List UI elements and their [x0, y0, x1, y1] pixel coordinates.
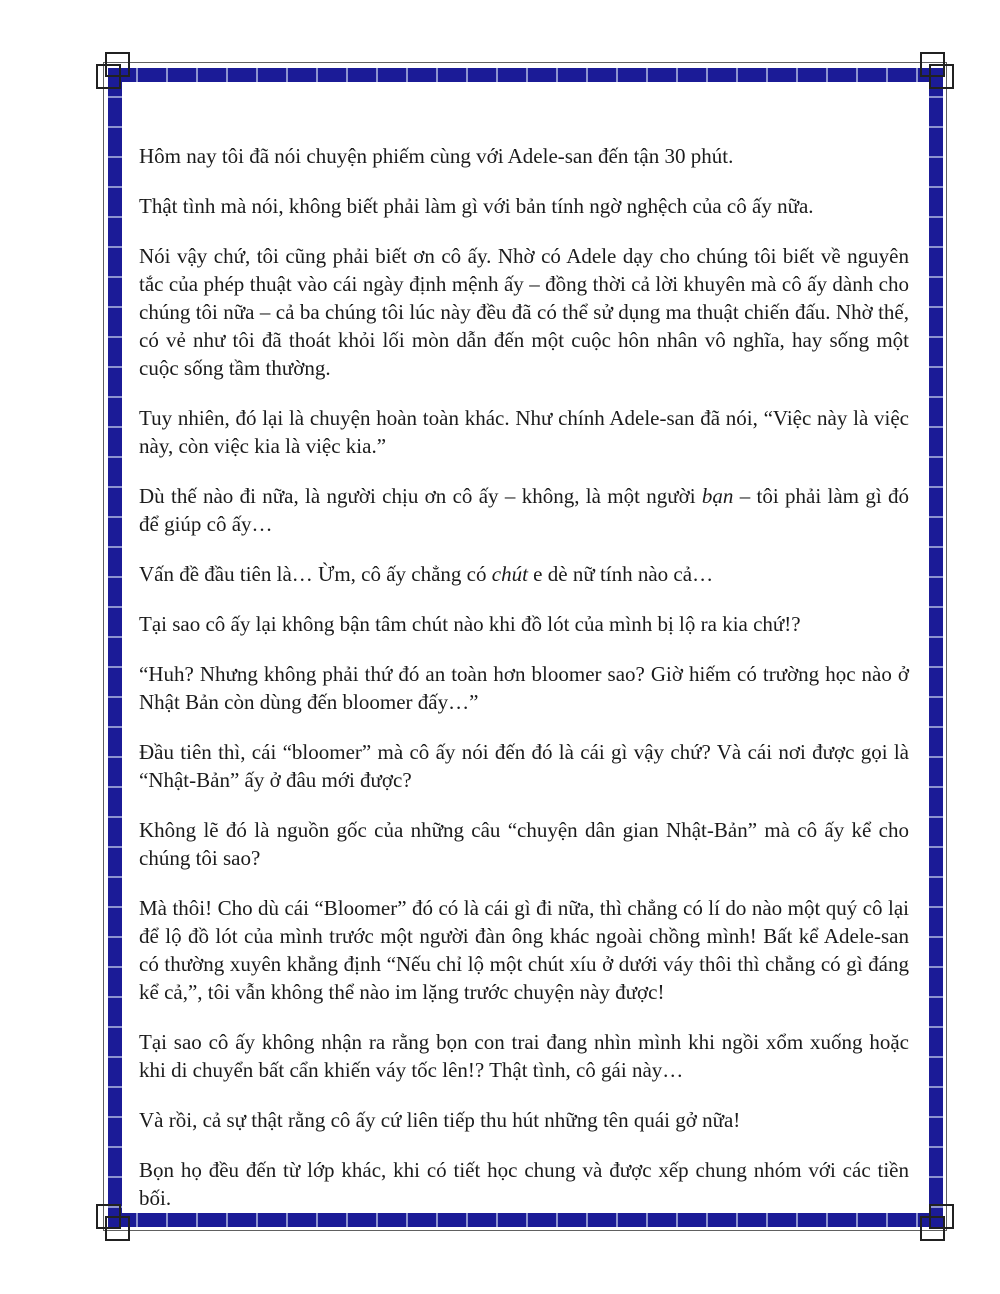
text-run: Đầu tiên thì, cái “bloomer” mà cô ấy nói đến đó là cái gì vậy chứ? Và cái nơi được gọi là “Nhật-Bản” ấy ở đâu mới được?	[139, 740, 909, 792]
text-run: Tại sao cô ấy lại không bận tâm chút nào khi đồ lót của mình bị lộ ra kia chứ!?	[139, 612, 801, 636]
text-run: Vấn đề đầu tiên là… Ừm, cô ấy chẳng có	[139, 562, 492, 586]
paragraph-7	[139, 610, 909, 638]
text-run: Nói vậy chứ, tôi cũng phải biết ơn cô ấy. Nhờ có Adele dạy cho chúng tôi biết về nguyên tắc của phép thuật vào cái ngày định mệnh ấy – đồng thời cả lời khuyên mà cô ấy dành cho chúng tôi nữa – cả ba chúng tôi lúc này đều đã có thể sử dụng ma thuật chiến đấu. Nhờ thế, có vẻ như tôi đã thoát khỏi lối mòn dẫn đến một cuộc hôn nhân vô nghĩa, hay sống một cuộc sống tầm thường.	[139, 244, 909, 380]
paragraph-11	[139, 894, 909, 1006]
corner-square-icon	[96, 64, 121, 89]
text-run: “Huh? Nhưng không phải thứ đó an toàn hơn bloomer sao? Giờ hiếm có trường học nào ở Nhật Bản còn dùng đến bloomer đấy…”	[139, 662, 909, 714]
border-band-left	[108, 68, 122, 1227]
corner-square-icon	[96, 1204, 121, 1229]
paragraph-12	[139, 1028, 909, 1084]
text-run: Không lẽ đó là nguồn gốc của những câu “chuyện dân gian Nhật-Bản” mà cô ấy kể cho chúng tôi sao?	[139, 818, 909, 870]
text-run: Hôm nay tôi đã nói chuyện phiếm cùng với Adele-san đến tận 30 phút.	[139, 144, 734, 168]
text-run: Tuy nhiên, đó lại là chuyện hoàn toàn khác. Như chính Adele-san đã nói, “Việc này là việc này, còn việc kia là việc kia.”	[139, 406, 909, 458]
paragraph-2	[139, 192, 909, 220]
paragraph-13	[139, 1106, 909, 1134]
border-band-top	[108, 68, 943, 82]
text-run: Dù thế nào đi nữa, là người chịu ơn cô ấy – không, là một người	[139, 484, 702, 508]
text-run: Thật tình mà nói, không biết phải làm gì với bản tính ngờ nghệch của cô ấy nữa.	[139, 194, 814, 218]
paragraph-5	[139, 482, 909, 538]
border-band-bottom	[108, 1213, 943, 1227]
paragraph-3	[139, 242, 909, 382]
paragraph-6	[139, 560, 909, 588]
paragraph-9	[139, 738, 909, 794]
text-run: Và rồi, cả sự thật rằng cô ấy cứ liên tiếp thu hút những tên quái gở nữa!	[139, 1108, 741, 1132]
border-corner-ornament-top-left	[75, 34, 131, 90]
text-run: – tôi phải làm gì đó để giúp cô ấy…	[139, 484, 910, 536]
paragraph-8	[139, 660, 909, 716]
text-run: e dè nữ tính nào cả…	[527, 562, 714, 586]
document-body	[139, 142, 909, 1212]
paragraph-4	[139, 404, 909, 460]
border-band-right	[929, 68, 943, 1227]
paragraph-14	[139, 1156, 909, 1212]
border-corner-ornament-top-right	[919, 34, 975, 90]
paragraph-10	[139, 816, 909, 872]
text-run: Tại sao cô ấy không nhận ra rằng bọn con trai đang nhìn mình khi ngồi xổm xuống hoặc khi di chuyển bất cẩn khiến váy tốc lên!? Thật tình, cô gái này…	[139, 1030, 909, 1082]
text-run-italic: chút	[491, 562, 528, 586]
text-run: Mà thôi! Cho dù cái “Bloomer” đó có là cái gì đi nữa, thì chẳng có lí do nào một quý cô lại để lộ đồ lót của mình trước một người đàn ông khác ngoài chồng mình! Bất kể Adele-san có thường xuyên khẳng định “Nếu chỉ lộ một chút xíu ở dưới váy thôi thì chẳng có gì đáng kể cả,”, tôi vẫn không thể nào im lặng trước chuyện này được!	[139, 896, 909, 1004]
paragraph-1	[139, 142, 909, 170]
border-corner-ornament-bottom-left	[75, 1203, 131, 1259]
text-run-italic: bạn	[701, 484, 734, 508]
corner-square-icon	[929, 64, 954, 89]
border-corner-ornament-bottom-right	[919, 1203, 975, 1259]
corner-square-icon	[929, 1204, 954, 1229]
text-run: Bọn họ đều đến từ lớp khác, khi có tiết học chung và được xếp chung nhóm với các tiền bối.	[139, 1158, 909, 1210]
